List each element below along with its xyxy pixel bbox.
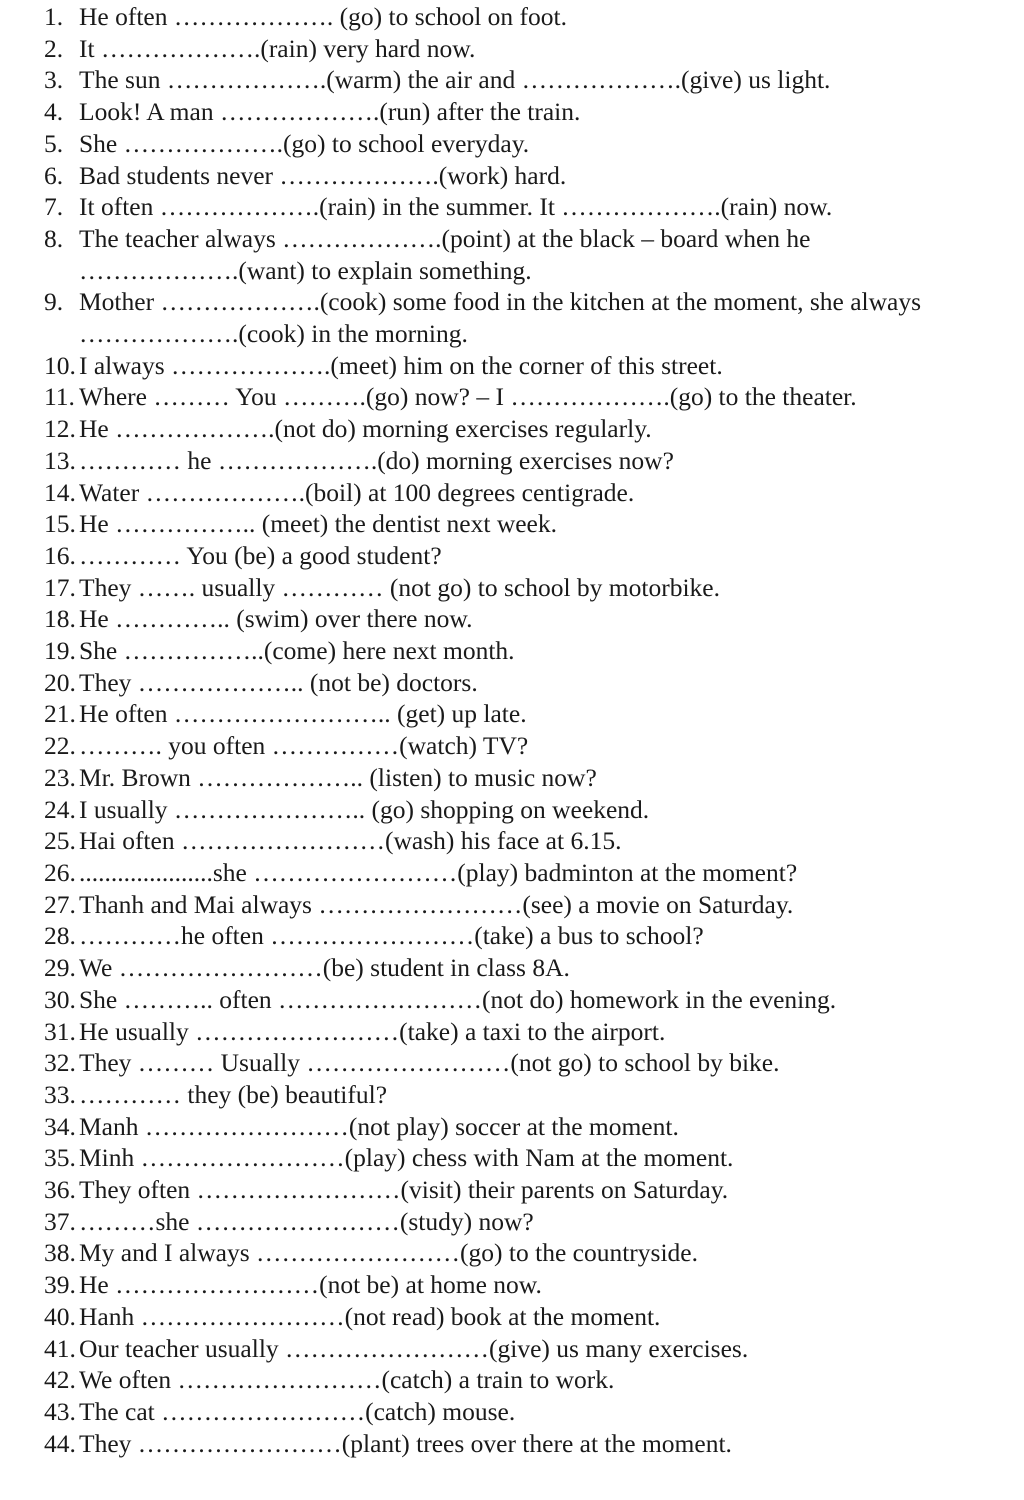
exercise-number: 4. (44, 97, 64, 127)
exercise-text (79, 1364, 614, 1396)
exercise-number: 36. (44, 1175, 76, 1205)
exercise-item (44, 1269, 1009, 1301)
exercise-sentence-line: They ……………….. (not be) doctors. (79, 667, 478, 697)
exercise-sentence-line: Bad students never ……………….(work) hard. (79, 160, 567, 190)
exercise-number: 37. (44, 1206, 76, 1236)
exercise-sentence-line: Hanh ……………………(not read) book at the moment. (79, 1301, 661, 1331)
exercise-item (44, 920, 1009, 952)
exercise-text (79, 1174, 728, 1206)
exercise-text (79, 413, 652, 445)
exercise-sentence-line: It ……………….(rain) very hard now. (79, 33, 476, 63)
exercise-number: 22. (44, 731, 76, 761)
exercise-number: 6. (44, 160, 64, 190)
exercise-sentence-line: Hai often ……………………(wash) his face at 6.15. (79, 826, 622, 856)
exercise-item (44, 1301, 1009, 1333)
exercise-number: 28. (44, 921, 76, 951)
exercise-number: 29. (44, 953, 76, 983)
exercise-number: 24. (44, 794, 76, 824)
exercise-item (44, 762, 1009, 794)
exercise-number: 32. (44, 1048, 76, 1078)
exercise-text (79, 33, 475, 65)
exercise-text (79, 96, 580, 128)
exercise-number: 5. (44, 128, 64, 158)
exercise-sentence-line: Where ……… You ……….(go) now? – I ……………….(go) to the theater. (79, 382, 857, 412)
exercise-number: 42. (44, 1365, 76, 1395)
exercise-item (44, 413, 1009, 445)
exercise-item (44, 508, 1009, 540)
exercise-item (44, 1016, 1009, 1048)
exercise-item (44, 223, 1009, 286)
exercise-sentence-line: They ……………………(plant) trees over there at the moment. (79, 1428, 732, 1458)
exercise-sentence-line: ……………….(want) to explain something. (79, 255, 532, 285)
exercise-text (79, 1079, 387, 1111)
exercise-sentence-line: He usually ……………………(take) a taxi to the airport. (79, 1016, 666, 1046)
exercise-text (79, 286, 921, 349)
exercise-sentence-line: …………he often ……………………(take) a bus to school? (79, 921, 704, 951)
exercise-number: 31. (44, 1016, 76, 1046)
exercise-sentence-line: Our teacher usually ……………………(give) us many exercises. (79, 1333, 749, 1363)
exercise-sentence-line: He ……………….(not do) morning exercises regularly. (79, 414, 652, 444)
exercise-item (44, 1079, 1009, 1111)
exercise-text (79, 1301, 660, 1333)
exercise-sentence-line: Manh ……………………(not play) soccer at the moment. (79, 1111, 679, 1141)
exercise-item (44, 794, 1009, 826)
exercise-sentence-line: I always ……………….(meet) him on the corner of this street. (79, 350, 723, 380)
exercise-sentence-line: ………… they (be) beautiful? (79, 1079, 388, 1109)
exercise-number: 23. (44, 762, 76, 792)
exercise-sentence-line: ………she ……………………(study) now? (79, 1206, 534, 1236)
exercise-text (79, 1396, 515, 1428)
exercise-text (79, 350, 723, 382)
exercise-number: 7. (44, 192, 64, 222)
exercise-item (44, 286, 1009, 349)
exercise-item (44, 1, 1009, 33)
exercise-sentence-line: He ………….. (swim) over there now. (79, 604, 473, 634)
exercise-text (79, 477, 634, 509)
exercise-sentence-line: I usually ………………….. (go) shopping on weekend. (79, 794, 650, 824)
exercise-sentence-line: He …………….. (meet) the dentist next week. (79, 509, 558, 539)
exercise-sentence-line: ……………….(cook) in the morning. (79, 319, 468, 349)
exercise-text (79, 1111, 679, 1143)
exercise-sentence-line: She ……………….(go) to school everyday. (79, 128, 530, 158)
exercise-item (44, 603, 1009, 635)
exercise-sentence-line: She ……….. often ……………………(not do) homework in the evening. (79, 984, 837, 1014)
exercise-item (44, 825, 1009, 857)
exercise-list (44, 1, 1009, 1459)
exercise-text (79, 540, 442, 572)
exercise-number: 16. (44, 540, 76, 570)
exercise-item (44, 1364, 1009, 1396)
exercise-text (79, 952, 570, 984)
exercise-sentence-line: They ……. usually ………… (not go) to school by motorbike. (79, 572, 720, 602)
exercise-text (79, 667, 478, 699)
exercise-item (44, 64, 1009, 96)
exercise-number: 20. (44, 667, 76, 697)
exercise-text (79, 381, 857, 413)
exercise-number: 11. (44, 382, 75, 412)
exercise-text (79, 64, 830, 96)
exercise-sentence-line: Mother ……………….(cook) some food in the kitchen at the moment, she always (79, 287, 922, 317)
exercise-sentence-line: He often ………………. (go) to school on foot. (79, 2, 567, 31)
exercise-text (79, 1333, 748, 1365)
exercise-number: 3. (44, 65, 64, 95)
exercise-sentence-line: The cat ……………………(catch) mouse. (79, 1396, 516, 1426)
exercise-number: 26. (44, 857, 76, 887)
exercise-item (44, 381, 1009, 413)
exercise-sentence-line: My and I always ……………………(go) to the countryside. (79, 1238, 698, 1268)
exercise-number: 1. (44, 2, 64, 31)
exercise-text (79, 1142, 733, 1174)
exercise-item (44, 128, 1009, 160)
exercise-text (79, 857, 797, 889)
exercise-item (44, 1206, 1009, 1238)
exercise-text (79, 1269, 542, 1301)
exercise-sentence-line: The teacher always ……………….(point) at the black – board when he (79, 223, 811, 253)
exercise-number: 12. (44, 414, 76, 444)
exercise-sentence-line: He often …………………….. (get) up late. (79, 699, 527, 729)
exercise-sentence-line: They often ……………………(visit) their parents on Saturday. (79, 1175, 729, 1205)
exercise-number: 2. (44, 33, 64, 63)
exercise-sentence-line: It often ……………….(rain) in the summer. It ……………….(rain) now. (79, 192, 833, 222)
exercise-number: 9. (44, 287, 64, 317)
exercise-item (44, 1111, 1009, 1143)
exercise-number: 33. (44, 1079, 76, 1109)
exercise-text (79, 1047, 779, 1079)
exercise-number: 34. (44, 1111, 76, 1141)
exercise-item (44, 33, 1009, 65)
exercise-sentence-line: She ……………..(come) here next month. (79, 636, 515, 666)
exercise-number: 41. (44, 1333, 76, 1363)
exercise-number: 39. (44, 1270, 76, 1300)
exercise-text (79, 572, 720, 604)
exercise-sentence-line: They ……… Usually ……………………(not go) to school by bike. (79, 1048, 780, 1078)
exercise-number: 30. (44, 984, 76, 1014)
exercise-number: 18. (44, 604, 76, 634)
exercise-sentence-line: We often ……………………(catch) a train to work. (79, 1365, 615, 1395)
exercise-text (79, 762, 597, 794)
exercise-item (44, 952, 1009, 984)
exercise-number: 19. (44, 636, 76, 666)
exercise-number: 44. (44, 1428, 76, 1458)
exercise-text (79, 128, 529, 160)
exercise-sentence-line: .....................she ……………………(play) badminton at the moment? (79, 857, 798, 887)
exercise-text (79, 1237, 698, 1269)
exercise-item (44, 635, 1009, 667)
exercise-text (79, 920, 704, 952)
exercise-text (79, 603, 473, 635)
exercise-number: 40. (44, 1301, 76, 1331)
exercise-sentence-line: Minh ……………………(play) chess with Nam at the moment. (79, 1143, 734, 1173)
exercise-item (44, 160, 1009, 192)
exercise-text (79, 698, 527, 730)
exercise-text (79, 730, 528, 762)
exercise-text (79, 160, 566, 192)
exercise-number: 38. (44, 1238, 76, 1268)
exercise-sentence-line: ………. you often ……………(watch) TV? (79, 731, 529, 761)
exercise-number: 17. (44, 572, 76, 602)
exercise-text (79, 191, 832, 223)
exercise-text (79, 1016, 665, 1048)
exercise-item (44, 1174, 1009, 1206)
exercise-item (44, 889, 1009, 921)
exercise-text (79, 223, 810, 286)
exercise-sentence-line: Water ……………….(boil) at 100 degrees centigrade. (79, 477, 635, 507)
exercise-number: 10. (44, 350, 76, 380)
exercise-item (44, 1047, 1009, 1079)
exercise-item (44, 730, 1009, 762)
exercise-text (79, 508, 557, 540)
exercise-number: 15. (44, 509, 76, 539)
exercise-number: 35. (44, 1143, 76, 1173)
exercise-sentence-line: The sun ……………….(warm) the air and ……………….(give) us light. (79, 65, 831, 95)
exercise-number: 25. (44, 826, 76, 856)
exercise-text (79, 984, 836, 1016)
exercise-sentence-line: Thanh and Mai always ……………………(see) a movie on Saturday. (79, 889, 794, 919)
exercise-text (79, 635, 515, 667)
exercise-item (44, 1396, 1009, 1428)
exercise-sentence-line: He ……………………(not be) at home now. (79, 1270, 542, 1300)
exercise-number: 43. (44, 1396, 76, 1426)
exercise-item (44, 1142, 1009, 1174)
exercise-item (44, 350, 1009, 382)
exercise-sentence-line: ………… You (be) a good student? (79, 540, 442, 570)
exercise-sentence-line: Mr. Brown ……………….. (listen) to music now? (79, 762, 597, 792)
exercise-text (79, 445, 674, 477)
exercise-item (44, 698, 1009, 730)
exercise-item (44, 667, 1009, 699)
exercise-item (44, 857, 1009, 889)
exercise-text (79, 825, 621, 857)
exercise-text (79, 1, 567, 33)
exercise-item (44, 1428, 1009, 1460)
exercise-item (44, 445, 1009, 477)
exercise-text (79, 1428, 732, 1460)
exercise-item (44, 191, 1009, 223)
exercise-item (44, 572, 1009, 604)
exercise-sentence-line: We ……………………(be) student in class 8A. (79, 953, 570, 983)
exercise-item (44, 477, 1009, 509)
exercise-number: 27. (44, 889, 76, 919)
exercise-text (79, 889, 793, 921)
exercise-text (79, 1206, 534, 1238)
exercise-number: 8. (44, 223, 64, 253)
exercise-number: 13. (44, 445, 76, 475)
exercise-sentence-line: ………… he ……………….(do) morning exercises now? (79, 445, 674, 475)
exercise-number: 21. (44, 699, 76, 729)
exercise-text (79, 794, 649, 826)
exercise-number: 14. (44, 477, 76, 507)
exercise-item (44, 540, 1009, 572)
exercise-item (44, 984, 1009, 1016)
exercise-item (44, 1333, 1009, 1365)
exercise-item (44, 96, 1009, 128)
exercise-sentence-line: Look! A man ……………….(run) after the train. (79, 97, 581, 127)
exercise-item (44, 1237, 1009, 1269)
